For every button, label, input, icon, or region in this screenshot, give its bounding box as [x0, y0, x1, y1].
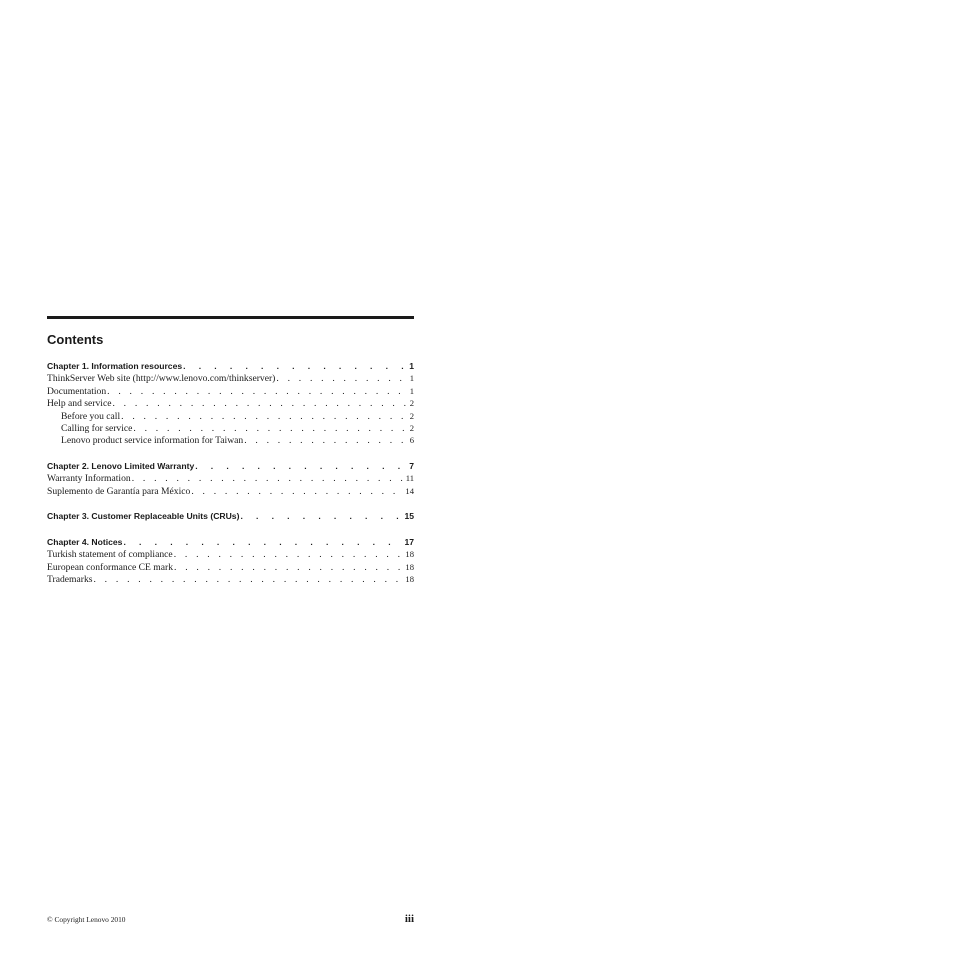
dot-leader — [111, 398, 407, 409]
page-number: iii — [404, 913, 414, 925]
toc-entry-label: European conformance CE mark — [47, 561, 173, 573]
toc-chapter-1[interactable] — [47, 360, 414, 372]
toc-entry[interactable] — [47, 397, 414, 409]
toc-entry-label: Suplemento de Garantía para México — [47, 485, 191, 497]
toc-chapter-2[interactable] — [47, 460, 414, 472]
toc-entry[interactable] — [47, 385, 414, 397]
toc-page-number: 14 — [405, 485, 414, 496]
toc-subentry[interactable] — [47, 410, 414, 422]
toc-page-number: 2 — [409, 398, 414, 409]
toc-entry-label: Help and service — [47, 398, 112, 410]
toc-page-number: 11 — [405, 473, 414, 484]
dot-leader — [122, 536, 402, 548]
toc-entry[interactable] — [47, 548, 414, 560]
dot-leader — [131, 473, 404, 484]
table-of-contents — [47, 360, 414, 585]
toc-entry-label: ThinkServer Web site (http://www.lenovo.com/thinkserver) — [47, 373, 276, 385]
toc-page-number: 15 — [404, 511, 414, 522]
toc-page-number: 18 — [405, 549, 414, 560]
dot-leader — [173, 549, 404, 560]
toc-page-number: 1 — [409, 373, 414, 384]
toc-chapter-label: Chapter 1. Information resources — [47, 361, 183, 371]
dot-leader — [243, 435, 408, 446]
dot-leader — [132, 423, 407, 434]
toc-chapter-label: Chapter 2. Lenovo Limited Warranty — [47, 460, 195, 471]
toc-page-number: 18 — [405, 574, 414, 585]
dot-leader — [182, 360, 407, 372]
dot-leader — [190, 486, 403, 497]
toc-chapter-label: Chapter 3. Customer Replaceable Units (CRUs) — [47, 511, 240, 522]
toc-page-number: 1 — [409, 361, 414, 371]
toc-page-number: 18 — [405, 561, 414, 572]
dot-leader — [120, 411, 408, 422]
toc-entry-label: Calling for service — [61, 422, 133, 434]
section-gap — [47, 523, 414, 536]
dot-leader — [92, 574, 403, 585]
toc-entry[interactable] — [47, 372, 414, 384]
toc-chapter-label: Chapter 4. Notices — [47, 536, 123, 547]
heading-rule — [47, 316, 414, 319]
toc-chapter-3[interactable] — [47, 510, 414, 522]
toc-entry-label: Trademarks — [47, 574, 93, 586]
toc-entry-label: Warranty Information — [47, 473, 131, 485]
toc-subentry[interactable] — [47, 434, 414, 446]
dot-leader — [106, 386, 408, 397]
toc-entry[interactable] — [47, 573, 414, 585]
toc-page-number: 17 — [404, 536, 414, 547]
toc-entry-label: Before you call — [61, 410, 121, 422]
toc-page-number: 2 — [409, 422, 414, 433]
toc-entry[interactable] — [47, 561, 414, 573]
section-gap — [47, 497, 414, 510]
toc-entry[interactable] — [47, 472, 414, 484]
toc-entry-label: Documentation — [47, 385, 107, 397]
copyright-notice: © Copyright Lenovo 2010 — [47, 915, 126, 924]
toc-chapter-4[interactable] — [47, 536, 414, 548]
toc-page-number: 1 — [409, 385, 414, 396]
dot-leader — [239, 510, 402, 522]
toc-page-number: 2 — [409, 410, 414, 421]
section-gap — [47, 447, 414, 460]
page-title: Contents — [47, 332, 104, 347]
toc-entry-label: Lenovo product service information for Taiwan — [61, 435, 244, 447]
toc-page-number: 6 — [409, 435, 414, 446]
dot-leader — [173, 562, 403, 573]
toc-entry[interactable] — [47, 485, 414, 497]
dot-leader — [194, 460, 407, 472]
toc-page-number: 7 — [409, 460, 414, 471]
toc-entry-label: Turkish statement of compliance — [47, 549, 173, 561]
dot-leader — [275, 373, 407, 384]
toc-subentry[interactable] — [47, 422, 414, 434]
